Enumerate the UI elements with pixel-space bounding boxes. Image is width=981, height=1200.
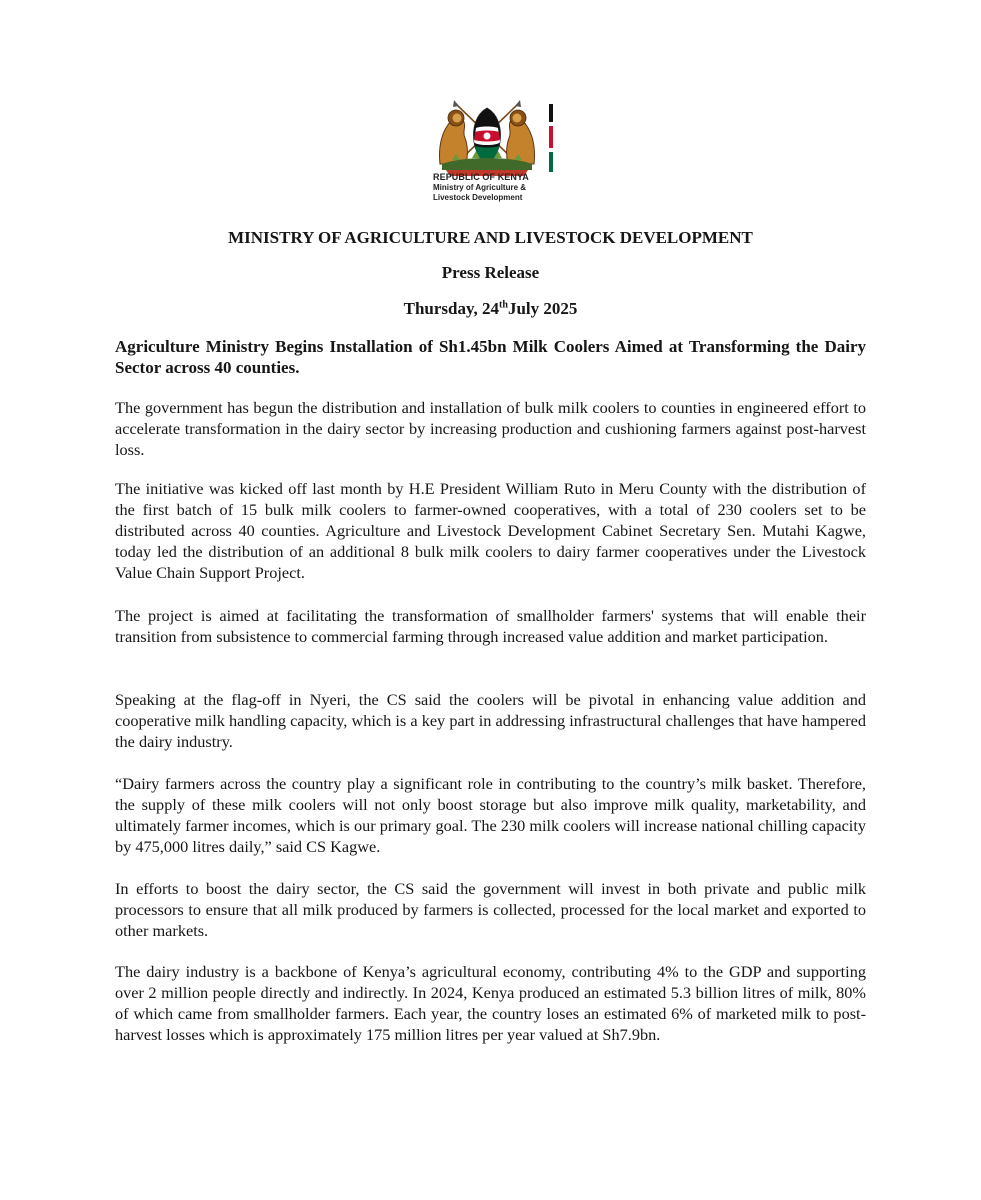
paragraph: The project is aimed at facilitating the transformation of smallholder farmers' systems that will enable their transition from subsistence to commercial farming through increased value addition and market participation. xyxy=(115,606,866,646)
quote-paragraph: “Dairy farmers across the country play a significant role in contributing to the country’s milk basket. Therefore, the supply of these milk coolers will not only boost storage but also improve milk quality, marketability, and ultimately farmer incomes, which is our primary goal. The 230 milk coolers will increase national chilling capacity by 475,000 litres daily,” said CS Kagwe. xyxy=(115,774,866,856)
letterhead-republic: REPUBLIC OF KENYA xyxy=(433,172,529,182)
kenya-coat-of-arms-icon xyxy=(432,94,542,178)
ministry-heading: MINISTRY OF AGRICULTURE AND LIVESTOCK DEVELOPMENT xyxy=(228,228,753,247)
headline: Agriculture Ministry Begins Installation of Sh1.45bn Milk Coolers Aimed at Transforming the Dairy Sector across 40 counties. xyxy=(115,337,866,377)
document-type: Press Release xyxy=(441,263,540,282)
paragraph: Speaking at the flag-off in Nyeri, the CS said the coolers will be pivotal in enhancing value addition and cooperative milk handling capacity, which is a key part in addressing infrastructural challenges that have hampered the dairy industry. xyxy=(115,690,866,751)
date-rest: July 2025 xyxy=(507,299,578,318)
kenya-flag-bar xyxy=(549,104,553,172)
paragraph: The initiative was kicked off last month by H.E President William Ruto in Meru County with the distribution of the first batch of 15 bulk milk coolers to farmer-owned cooperatives, with a total of 230 coolers set to be distributed across 40 counties. Agriculture and Livestock Development Cabinet Secretary Sen. Mutahi Kagwe, today led the distribution of an additional 8 bulk milk coolers to dairy farmer cooperatives under the Livestock Value Chain Support Project. xyxy=(115,479,866,582)
paragraph: In efforts to boost the dairy sector, the CS said the government will invest in both private and public milk processors to ensure that all milk produced by farmers is collected, processed for the local market and exported to other markets. xyxy=(115,879,866,940)
letterhead-ministry-line1: Ministry of Agriculture & xyxy=(433,183,527,192)
letterhead-ministry-line2: Livestock Development xyxy=(433,192,523,202)
release-date xyxy=(0,299,981,319)
paragraph: The dairy industry is a backbone of Kenya’s agricultural economy, contributing 4% to the GDP and supporting over 2 million people directly and indirectly. In 2024, Kenya produced an estimated 5.3 billion litres of milk, 80% of which came from smallholder farmers. Each year, the country loses an estimated 6% of marketed milk to post-harvest losses which is approximately 175 million litres per year valued at Sh7.9bn. xyxy=(115,962,866,1044)
date-prefix: Thursday, 24 xyxy=(403,299,500,318)
paragraph: The government has begun the distribution and installation of bulk milk coolers to counties in engineered effort to accelerate transformation in the dairy sector by increasing production and cushioning farmers against post-harvest loss. xyxy=(115,398,866,459)
date-ordinal: th xyxy=(499,299,508,311)
letterhead-text xyxy=(433,172,583,202)
